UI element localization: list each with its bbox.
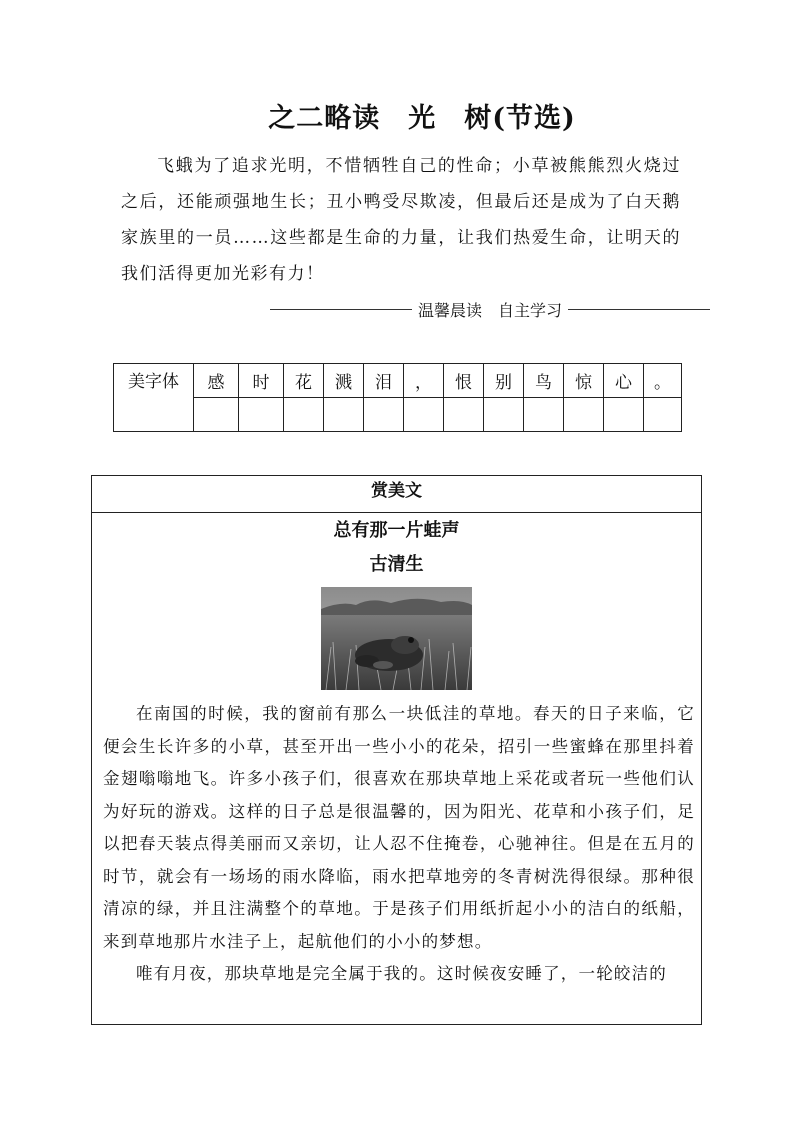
practice-cell[interactable] [604,398,644,432]
copybook-char: 时 [239,364,284,398]
copybook-table [113,363,682,432]
frog-photo [321,587,472,690]
copybook-char: 。 [644,364,682,398]
copybook-char: 心 [604,364,644,398]
page-title: 之二略读 光 树(节选) [268,103,576,134]
practice-cell[interactable] [284,398,324,432]
article-title: 总有那一片蛙声 [333,520,460,541]
practice-cell[interactable] [524,398,564,432]
copybook-char-row [114,364,682,398]
practice-cell[interactable] [364,398,404,432]
copybook-char: 溅 [324,364,364,398]
reading-box [91,475,702,1025]
copybook-char: 泪 [364,364,404,398]
copybook-char: 感 [194,364,239,398]
practice-cell[interactable] [644,398,682,432]
copybook-header: 美字体 [114,364,194,432]
copybook-char: 花 [284,364,324,398]
practice-cell[interactable] [564,398,604,432]
practice-cell[interactable] [239,398,284,432]
section-label: 温馨晨读 自主学习 [418,300,563,320]
practice-cell[interactable] [444,398,484,432]
practice-cell[interactable] [404,398,444,432]
practice-cell[interactable] [484,398,524,432]
article-body [92,690,701,991]
copybook-char: 惊 [564,364,604,398]
copybook-practice-row [114,398,682,432]
practice-cell[interactable] [324,398,364,432]
divider-line-left [270,309,412,310]
article-paragraph: 在南国的时候，我的窗前有那么一块低洼的草地。春天的日子来临，它便会生长许多的小草，甚至开出一些小小的花朵，招引一些蜜蜂在那里抖着金翅嗡嗡地飞。许多小孩子们，很喜欢在那块草地上采花或者玩一些他们认为好玩的游戏。这样的日子总是很温馨的，因为阳光、花草和小孩子们，足以把春天装点得美丽而又亲切，让人忍不住掩卷，心驰神往。但是在五月的时节，就会有一场场的雨水降临，雨水把草地旁的冬青树洗得很绿。那种很清凉的绿，并且注满整个的草地。于是孩子们用纸折起小小的洁白的纸船，来到草地那片水洼子上，起航他们的小小的梦想。 [103,704,695,951]
intro-paragraph: 飞蛾为了追求光明，不惜牺牲自己的性命；小草被熊熊烈火烧过之后，还能顽强地生长；丑小鸭受尽欺凌，但最后还是成为了白天鹅家族里的一员……这些都是生命的力量，让我们热爱生命，让明天的我们活得更加光彩有力！ [121,156,681,284]
divider-line-right [568,309,710,310]
practice-cell[interactable] [194,398,239,432]
box-heading: 赏美文 [92,476,701,513]
section-divider [270,297,710,321]
copybook-char: ， [404,364,444,398]
article-paragraph: 唯有月夜，那块草地是完全属于我的。这时候夜安睡了，一轮皎洁的 [136,964,667,983]
copybook-char: 恨 [444,364,484,398]
copybook-char: 别 [484,364,524,398]
article-author: 古清生 [369,554,424,575]
copybook-char: 鸟 [524,364,564,398]
